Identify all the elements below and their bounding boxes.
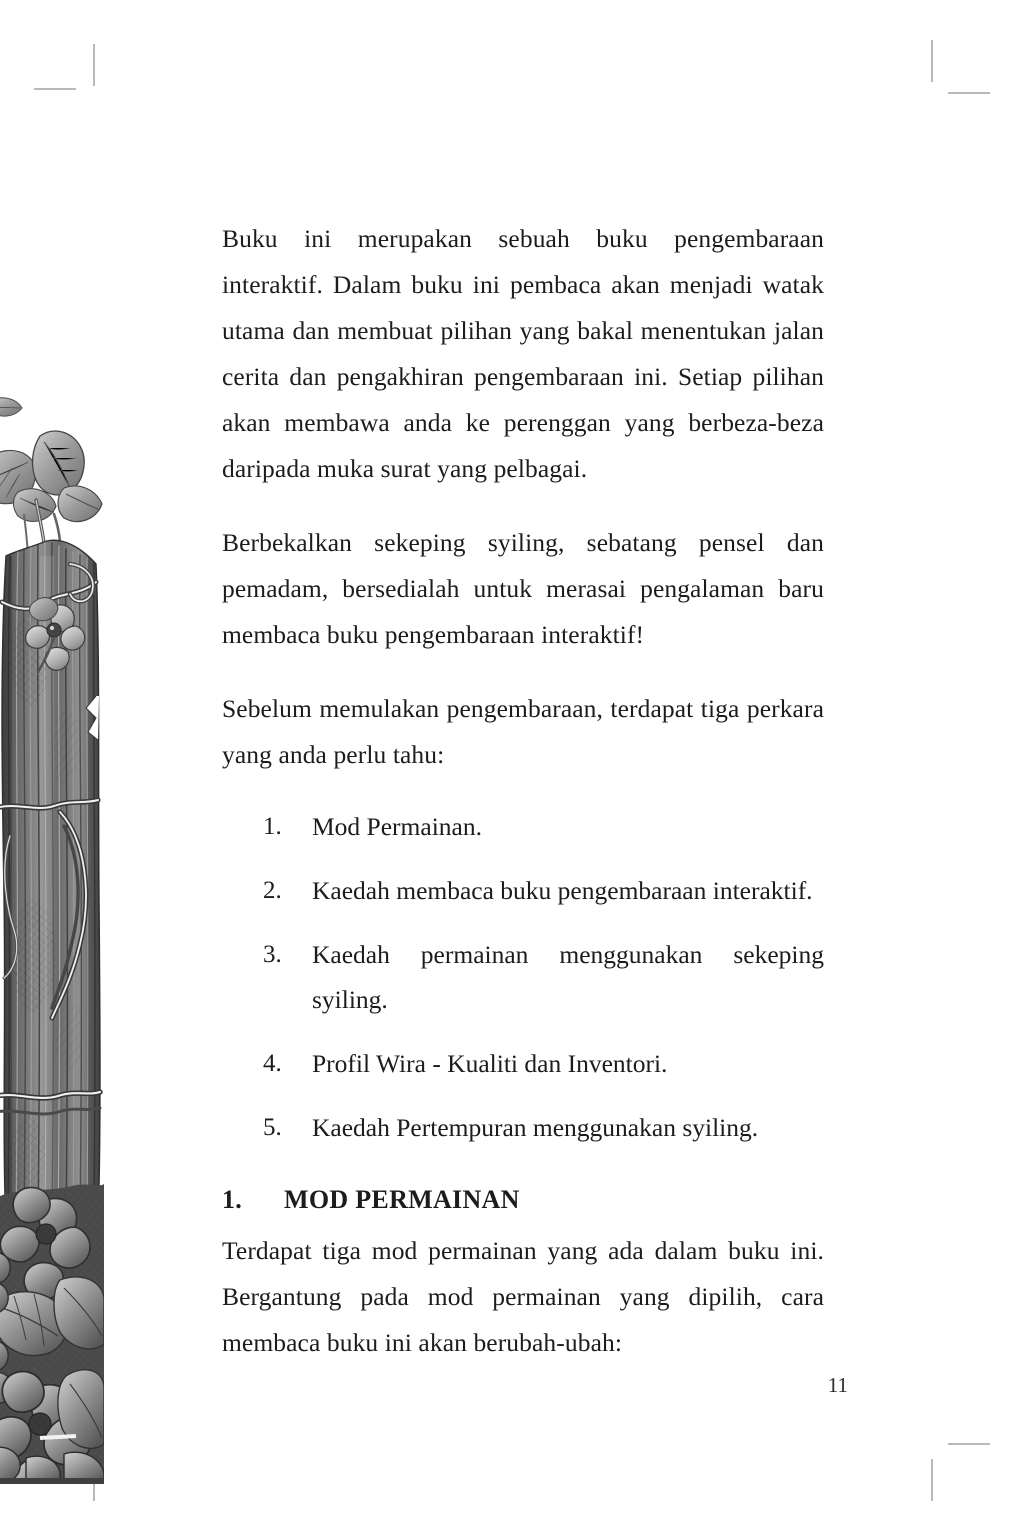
bottom-flower-bed — [0, 1184, 104, 1484]
section-heading — [222, 1180, 824, 1220]
list-item-number: 3. — [263, 941, 282, 968]
list-item-label: Kaedah permainan menggunakan sekeping syiling. — [312, 940, 824, 1014]
numbered-info-list — [222, 804, 824, 1150]
list-item — [222, 868, 824, 913]
paragraph-intro-2: Berbekalkan sekeping syiling, sebatang pensel dan pemadam, bersedialah untuk merasai pengalaman baru membaca buku pengembaraan interaktif! — [222, 528, 824, 649]
list-item-number: 1. — [263, 813, 282, 840]
crop-mark-bottom-right-vertical — [931, 1459, 933, 1501]
list-item — [222, 1041, 824, 1086]
crop-mark-bottom-right-horizontal — [948, 1443, 990, 1445]
list-item — [222, 932, 824, 1022]
list-item-number: 4. — [263, 1050, 282, 1077]
list-item-label: Kaedah Pertempuran menggunakan syiling. — [312, 1113, 759, 1142]
crop-mark-top-left-horizontal — [34, 88, 76, 90]
tree-trunk-vine-illustration — [0, 396, 104, 1484]
section-heading-title: MOD PERMAINAN — [284, 1185, 520, 1214]
crop-mark-top-left-vertical — [93, 44, 95, 86]
list-item — [222, 1105, 824, 1150]
page-number: 11 — [827, 1373, 848, 1397]
list-item — [222, 804, 824, 849]
section-body-paragraph: Terdapat tiga mod permainan yang ada dalam buku ini. Bergantung pada mod permainan yang dipilih, cara membaca buku ini akan berubah-ubah: — [222, 1236, 824, 1357]
page-text-column — [222, 216, 824, 1394]
paragraph-intro-1: Buku ini merupakan sebuah buku pengembaraan interaktif. Dalam buku ini pembaca akan menjadi watak utama dan membuat pilihan yang bakal menentukan jalan cerita dan pengakhiran pengembaraan ini. Setiap pilihan akan membawa anda ke perenggan yang berbeza-beza daripada muka surat yang pelbagai. — [222, 224, 824, 483]
list-item-label: Profil Wira - Kualiti dan Inventori. — [312, 1049, 668, 1078]
list-item-label: Mod Permainan. — [312, 812, 482, 841]
list-item-number: 2. — [263, 877, 282, 904]
list-item-number: 5. — [263, 1114, 282, 1141]
crop-mark-top-right-vertical — [931, 40, 933, 82]
paragraph-intro-3: Sebelum memulakan pengembaraan, terdapat tiga perkara yang anda perlu tahu: — [222, 694, 824, 769]
section-heading-number: 1. — [222, 1185, 243, 1214]
crop-mark-top-right-horizontal — [948, 92, 990, 94]
list-item-label: Kaedah membaca buku pengembaraan interaktif. — [312, 876, 813, 905]
